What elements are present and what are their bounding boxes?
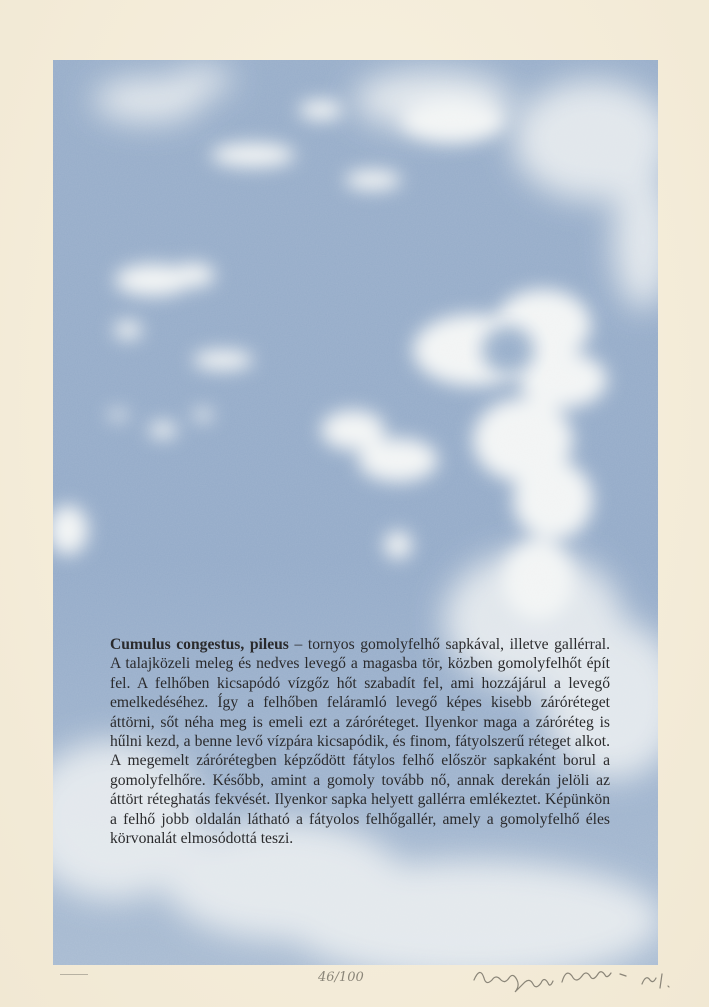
- signature-scribble: [470, 958, 690, 998]
- edition-number: 46/100: [318, 970, 364, 985]
- pencil-mark: [60, 974, 88, 975]
- caption-text: [110, 635, 610, 848]
- caption-title: Cumulus congestus, pileus: [110, 636, 289, 653]
- artist-signature: [470, 958, 690, 998]
- caption-body: – tornyos gomolyfelhő sapkával, illetve gallérral. A talajközeli meleg és nedves levegő a magasba tör, közben gomolyfelhőt épít fel. A felhőben kicsapódó vízgőz hőt szabadít fel, ami hozzájárul a levegő emelkedéséhez. Így a felhőben feláramló levegő képes kisebb záróréteget áttörni, sőt néha meg is emeli ezt a záróréteget. Ilyenkor maga a záróréteg is hűlni kezd, a benne levő vízpára kicsapódik, és finom, fátyolszerű réteget alkot. A megemelt zárórétegben képződött fátylos felhő először sapkaként borul a gomolyfelhőre. Később, amint a gomoly tovább nő, annak derekán jelöli az áttört réteghatás fekvését. Ilyenkor sapka helyett gallérra emlékeztet. Képünkön a felhő jobb oldalán látható a fátyolos felhőgallér, amely a gomolyfelhő éles körvonalát elmosódottá teszi.: [110, 636, 610, 848]
